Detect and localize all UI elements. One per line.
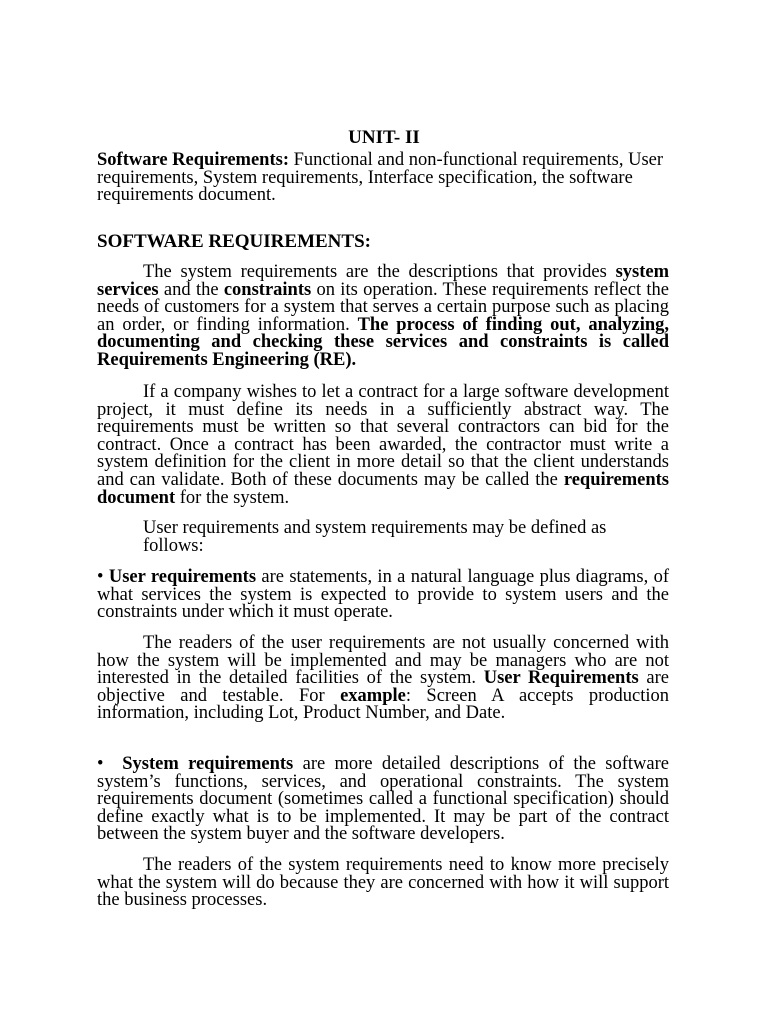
p2-bold-requirements-document: requirements document [97, 469, 669, 508]
p1-bold-system-services: system services [97, 262, 669, 300]
paragraph-user-requirements [97, 569, 669, 622]
p5-text-1: The readers of the user requirements are not usually concerned with how the system will be implemented and may be managers who are not interested in the detailed facilities of the system. [97, 633, 669, 689]
intro-label: Software Requirements: [97, 150, 289, 170]
p4-bold-user-requirements: User requirements [108, 567, 257, 587]
unit-title: UNIT- II [348, 127, 420, 148]
bullet-icon: • [97, 567, 104, 587]
p6-text: are more detailed descriptions of the software system’s functions, services, and operational constraints. The system requirements document (sometimes called a functional specification) should define exactly what is to be implemented. It may be part of the contract between the system buyer and the software developers. [97, 754, 669, 845]
p1-text-2: and the [158, 279, 224, 300]
paragraph-definitions-intro: User requirements and system requirements may be defined as follows: [143, 518, 607, 556]
paragraph-system-requirements-definition [97, 264, 669, 370]
bullet-icon: • [97, 754, 104, 774]
p1-text-1: The system requirements are the descriptions that provides [143, 262, 616, 282]
p2-text-2: for the system. [175, 487, 290, 508]
p5-text-3: : Screen A accepts production information, including Lot, Product Number, and Date. [97, 685, 669, 724]
paragraph-system-readers: The readers of the system requirements need to know more precisely what the system will do because they are concerned with how it will support the business processes. [97, 855, 669, 911]
p5-bold-user-requirements: User Requirements [483, 668, 639, 689]
section-heading: SOFTWARE REQUIREMENTS: [97, 231, 371, 252]
intro-paragraph [97, 152, 669, 205]
p1-bold-re-definition: The process of finding out, analyzing, documenting and checking these services and constraints is called Requirements Engineering (RE). [97, 314, 670, 370]
intro-text: Functional and non-functional requirements, User requirements, System requirements, Interface specification, the software requirements document. [97, 150, 664, 206]
paragraph-system-requirements [97, 756, 669, 844]
paragraph-user-readers [97, 635, 669, 723]
paragraph-contract [97, 384, 669, 507]
p2-text-1: If a company wishes to let a contract for a large software development project, it must define its needs in a sufficiently abstract way. The requirements must be written so that several contractors can bid for the contract. Once a contract has been awarded, the contractor must write a system definition for the client in more detail so that the client understands and can validate. Both of these documents may be called the [97, 382, 669, 490]
p1-text-3: on its operation. These requirements reflect the needs of customers for a system that serves a certain purpose such as placing an order, or finding information. [97, 279, 670, 335]
p5-bold-example: example [340, 685, 406, 706]
p1-bold-constraints: constraints [223, 279, 312, 300]
p4-text: are statements, in a natural language plus diagrams, of what services the system is expected to provide to system users and the constraints under which it must operate. [97, 567, 670, 623]
p6-bold-system-requirements: System requirements [122, 754, 294, 774]
p5-text-2: are objective and testable. For [97, 668, 669, 706]
